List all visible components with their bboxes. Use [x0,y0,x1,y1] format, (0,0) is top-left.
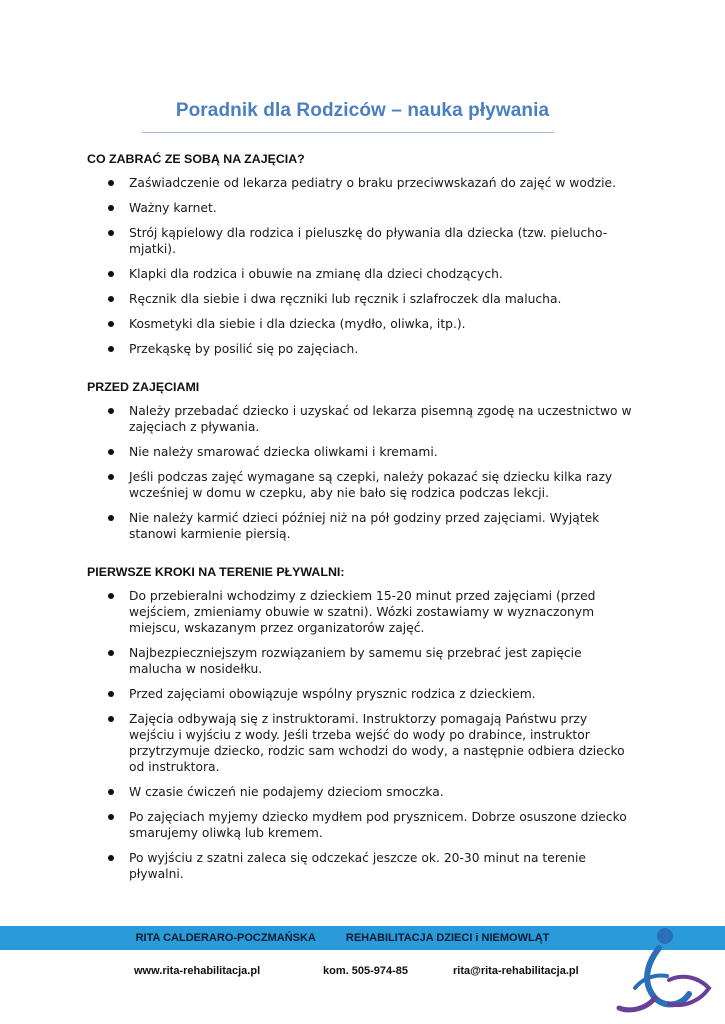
email-link[interactable]: rita@rita-rehabilitacja.pl [453,965,579,977]
bullet-list [87,175,632,357]
section-heading: PIERWSZE KROKI NA TERENIE PŁYWALNI: [87,565,345,579]
bullet-icon [108,408,114,414]
bullet-icon [108,321,114,327]
footer-tagline: REHABILITACJA DZIECI i NIEMOWLĄT [345,932,550,944]
list-item [87,850,632,882]
list-item-text: Zajęcia odbywają się z instruktorami. Instruktorzy pomagają Państwu przy wejściu i wyjściu z wody. Jeśli trzeba wejść do wody po drabince, instruktor przytrzymuje dziecko, rodzic sam wchodzi do wody, a następnie odbiera dziecko od instruktora. [129,712,625,774]
section-heading: PRZED ZAJĘCIAMI [87,380,200,394]
list-item [87,469,632,501]
list-item [87,266,632,282]
section-before-class [87,380,632,542]
document-title: Poradnik dla Rodziców – nauka pływania [175,100,550,121]
list-item-text: Ważny karnet. [129,201,217,215]
bullet-list [87,588,632,882]
bullet-icon [108,650,114,656]
bullet-icon [108,593,114,599]
bullet-icon [108,855,114,861]
bullet-icon [108,716,114,722]
list-item-text: Należy przebadać dziecko i uzyskać od lekarza pisemną zgodę na uczestnictwo w zajęciach z pływania. [129,404,632,434]
section-heading: CO ZABRAĆ ZE SOBĄ NA ZAJĘCIA? [87,152,305,166]
list-item-text: Po wyjściu z szatni zaleca się odczekać jeszcze ok. 20-30 minut na terenie pływalni. [129,851,586,881]
section-first-steps [87,565,632,882]
list-item [87,316,632,332]
list-item-text: Przekąskę by posilić się po zajęciach. [129,342,359,356]
list-item [87,175,632,191]
list-item-text: Nie należy karmić dzieci później niż na pół godziny przed zajęciami. Wyjątek stanowi karmienie piersią. [129,511,600,541]
bullet-icon [108,449,114,455]
list-item-text: Zaświadczenie od lekarza pediatry o braku przeciwwskazań do zajęć w wodzie. [129,176,617,190]
list-item-text: Ręcznik dla siebie i dwa ręczniki lub ręcznik i szlafroczek dla malucha. [129,292,562,306]
list-item-text: Klapki dla rodzica i obuwie na zmianę dla dzieci chodzących. [129,267,503,281]
bullet-icon [108,205,114,211]
list-item [87,809,632,841]
bullet-icon [108,515,114,521]
bullet-icon [108,296,114,302]
list-item-text: Przed zajęciami obowiązuje wspólny prysznic rodzica z dzieckiem. [129,687,536,701]
list-item [87,686,632,702]
list-item [87,291,632,307]
list-item [87,588,632,636]
list-item [87,444,632,460]
list-item [87,711,632,775]
list-item-text: Najbezpieczniejszym rozwiązaniem by samemu się przebrać jest zapięcie malucha w nosidełku. [129,646,582,676]
list-item [87,645,632,677]
list-item-text: Kosmetyki dla siebie i dla dziecka (mydło, oliwka, itp.). [129,317,466,331]
bullet-icon [108,474,114,480]
list-item-text: Do przebieralni wchodzimy z dzieckiem 15-20 minut przed zajęciami (przed wejściem, zmieniamy obuwie w szatni). Wózki zostawiamy w wyznaczonym miejscu, wskazanym przez organizatorów zajęć. [129,589,596,635]
list-item [87,510,632,542]
list-item-text: Nie należy smarować dziecka oliwkami i kremami. [129,445,438,459]
section-what-to-bring [87,152,632,357]
list-item-text: Strój kąpielowy dla rodzica i pieluszkę do pływania dla dziecka (tzw. pielucho-mjatki). [129,226,608,256]
list-item [87,341,632,357]
bullet-icon [108,814,114,820]
list-item [87,403,632,435]
bullet-list [87,403,632,542]
bullet-icon [108,230,114,236]
bullet-icon [108,271,114,277]
bullet-icon [108,691,114,697]
bullet-icon [108,180,114,186]
list-item [87,784,632,800]
bullet-icon [108,789,114,795]
list-item-text: Jeśli podczas zajęć wymagane są czepki, należy pokazać się dziecku kilka razy wcześniej w domu w czepku, aby nie bało się rodzica podczas lekcji. [129,470,613,500]
list-item [87,225,632,257]
phone-number: kom. 505-974-85 [323,965,408,977]
swimmer-logo-icon [615,918,717,1024]
footer-name: RITA CALDERARO-POCZMAŃSKA [135,932,316,944]
document-body [87,152,632,905]
bullet-icon [108,346,114,352]
list-item-text: W czasie ćwiczeń nie podajemy dzieciom smoczka. [129,785,444,799]
list-item [87,200,632,216]
website-link[interactable]: www.rita-rehabilitacja.pl [134,965,261,977]
list-item-text: Po zajęciach myjemy dziecko mydłem pod prysznicem. Dobrze osuszone dziecko smarujemy oliwką lub kremem. [129,810,627,840]
title-divider [142,132,554,133]
